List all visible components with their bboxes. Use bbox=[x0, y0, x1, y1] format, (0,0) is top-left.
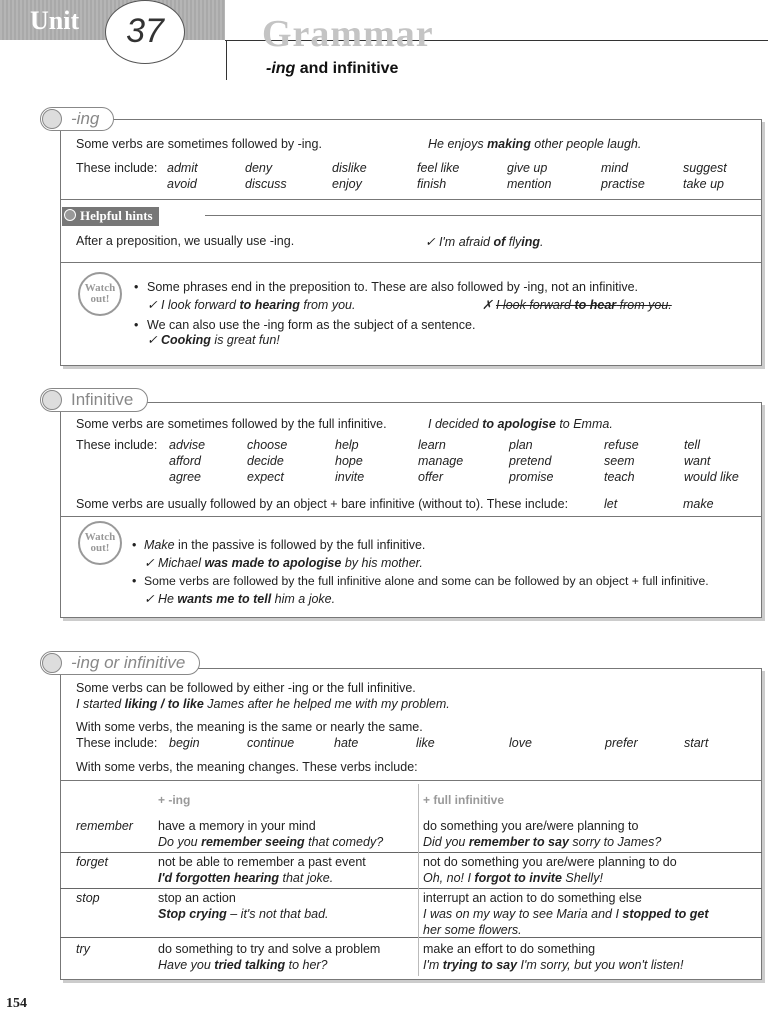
either-changes: With some verbs, the meaning changes. These verbs include: bbox=[76, 760, 418, 774]
divider bbox=[60, 199, 762, 200]
infinitive-definition: do something you are/were planning to bbox=[423, 819, 639, 833]
ing-example-key: remember seeing bbox=[201, 835, 305, 849]
verb-item: advise bbox=[169, 438, 206, 452]
infinitive-example-key: trying to say bbox=[442, 958, 518, 972]
verb-item: plan bbox=[509, 438, 533, 452]
infinitive-example: I decided to apologise to Emma. bbox=[428, 417, 613, 431]
divider bbox=[60, 516, 762, 517]
verb-item: deny bbox=[245, 161, 273, 175]
tab-ing: -ing bbox=[40, 107, 114, 131]
ing-example-key: I'd forgotten hearing bbox=[158, 871, 280, 885]
verb-item: love bbox=[509, 736, 532, 750]
verb-item: want bbox=[684, 454, 711, 468]
ing-bullet-1-wrong: ✗ I look forward to hear from you. bbox=[482, 298, 672, 312]
bare-infinitive-text: Some verbs are usually followed by an object + bare infinitive (without to). These include: bbox=[76, 497, 569, 511]
verb-item: offer bbox=[418, 470, 444, 484]
infinitive-these-include: These include: bbox=[76, 438, 158, 452]
ing-example-pre: Have you bbox=[158, 958, 215, 972]
tab-either-dot bbox=[42, 653, 62, 673]
page-subtitle: -ing and infinitive bbox=[266, 60, 399, 77]
ing-example bbox=[158, 907, 329, 921]
infinitive-example-pre: Did you bbox=[423, 835, 469, 849]
verb-item: start bbox=[684, 736, 709, 750]
infinitive-example-key: forgot to invite bbox=[474, 871, 562, 885]
verb-item: finish bbox=[417, 177, 447, 191]
table-verb: stop bbox=[76, 891, 100, 905]
divider bbox=[60, 262, 762, 263]
verb-item: learn bbox=[418, 438, 446, 452]
either-same: With some verbs, the meaning is the same or nearly the same. bbox=[76, 720, 423, 734]
infinitive-definition: interrupt an action to do something else bbox=[423, 891, 642, 905]
infinitive-bullet-1-example: ✓ Michael was made to apologise by his mother. bbox=[144, 556, 423, 570]
infinitive-definition: make an effort to do something bbox=[423, 942, 596, 956]
col-header-infinitive: + full infinitive bbox=[423, 793, 505, 807]
infinitive-bullet-2: Some verbs are followed by the full infinitive alone and some can be followed by an object + full infinitive. bbox=[144, 574, 709, 588]
verb-item: mind bbox=[601, 161, 629, 175]
verb-item: take up bbox=[683, 177, 725, 191]
col-header-ing: + -ing bbox=[158, 793, 191, 807]
verb-item: discuss bbox=[245, 177, 287, 191]
verb-item: help bbox=[335, 438, 359, 452]
ing-definition: stop an action bbox=[158, 891, 236, 905]
verb-item: would like bbox=[684, 470, 739, 484]
verb-item: begin bbox=[169, 736, 200, 750]
verb-item: manage bbox=[418, 454, 464, 468]
verb-item: hope bbox=[335, 454, 363, 468]
tab-infinitive-dot bbox=[42, 390, 62, 410]
hint-dot-icon bbox=[64, 209, 76, 221]
header-vertical-rule bbox=[226, 40, 227, 80]
ing-bullet-1: Some phrases end in the preposition to. These are also followed by -ing, not an infinitive. bbox=[147, 280, 639, 294]
table-row-divider bbox=[60, 852, 762, 853]
bullet-icon: • bbox=[134, 280, 139, 294]
hint-example: ✓ I'm afraid of flying. bbox=[425, 235, 544, 249]
verb-item: mention bbox=[507, 177, 552, 191]
infinitive-definition: not do something you are/were planning to do bbox=[423, 855, 677, 869]
infinitive-bullet-2-example: ✓ He wants me to tell him a joke. bbox=[144, 592, 336, 606]
ing-example-post: to her? bbox=[285, 958, 328, 972]
either-intro: Some verbs can be followed by either -ing or the full infinitive. bbox=[76, 681, 416, 695]
verb-item: avoid bbox=[167, 177, 197, 191]
verb-item: enjoy bbox=[332, 177, 362, 191]
table-row-divider bbox=[60, 937, 762, 938]
verb-item: refuse bbox=[604, 438, 639, 452]
verb-item: teach bbox=[604, 470, 635, 484]
either-example: I started liking / to like James after he helped me with my problem. bbox=[76, 697, 450, 711]
infinitive-example-post: I'm sorry, but you won't listen! bbox=[517, 958, 684, 972]
ing-bullet-2: We can also use the -ing form as the subject of a sentence. bbox=[147, 318, 476, 332]
watch-out-icon: Watch out! bbox=[78, 272, 122, 316]
verb-item: choose bbox=[247, 438, 288, 452]
ing-definition: have a memory in your mind bbox=[158, 819, 316, 833]
verb-item: continue bbox=[247, 736, 295, 750]
infinitive-example-pre: I'm bbox=[423, 958, 443, 972]
helpful-hints-tag: Helpful hints bbox=[62, 207, 159, 226]
infinitive-example-post: sorry to James? bbox=[568, 835, 662, 849]
verb-item: hate bbox=[334, 736, 359, 750]
either-these-include: These include: bbox=[76, 736, 158, 750]
verb-item: pretend bbox=[509, 454, 552, 468]
infinitive-example-key: remember to say bbox=[468, 835, 569, 849]
ing-these-include: These include: bbox=[76, 161, 158, 175]
infinitive-example-key: stopped to get bbox=[622, 907, 709, 921]
infinitive-example bbox=[423, 958, 683, 972]
verb-item: admit bbox=[167, 161, 198, 175]
table-verb: remember bbox=[76, 819, 133, 833]
ing-example: He enjoys making other people laugh. bbox=[428, 137, 642, 151]
ing-example-post: that comedy? bbox=[304, 835, 384, 849]
verb-item: feel like bbox=[417, 161, 460, 175]
table-verb: forget bbox=[76, 855, 108, 869]
ing-example-key: Stop crying bbox=[158, 907, 227, 921]
table-verb: try bbox=[76, 942, 90, 956]
hint-text: After a preposition, we usually use -ing. bbox=[76, 234, 295, 248]
verb-item: agree bbox=[169, 470, 201, 484]
bullet-icon: • bbox=[132, 538, 137, 552]
ing-definition: not be able to remember a past event bbox=[158, 855, 366, 869]
tab-ing-dot bbox=[42, 109, 62, 129]
ing-intro: Some verbs are sometimes followed by -ing. bbox=[76, 137, 322, 151]
tab-ing-or-infinitive: -ing or infinitive bbox=[40, 651, 200, 675]
infinitive-example-continued: her some flowers. bbox=[423, 923, 522, 937]
ing-example bbox=[158, 835, 383, 849]
ing-example-post: – it's not that bad. bbox=[226, 907, 329, 921]
verb-item: promise bbox=[509, 470, 554, 484]
infinitive-example-pre: I was on my way to see Maria and I bbox=[423, 907, 623, 921]
verb-item: like bbox=[416, 736, 435, 750]
table-row-divider bbox=[60, 888, 762, 889]
watch-out-icon: Watch out! bbox=[78, 521, 122, 565]
verb-item: seem bbox=[604, 454, 635, 468]
ing-definition: do something to try and solve a problem bbox=[158, 942, 381, 956]
ing-example-post: that joke. bbox=[279, 871, 334, 885]
infinitive-example bbox=[423, 907, 709, 921]
unit-number: 37 bbox=[126, 12, 164, 50]
infinitive-example bbox=[423, 871, 603, 885]
unit-label: Unit bbox=[30, 6, 80, 35]
verb-item: practise bbox=[601, 177, 645, 191]
ing-bullet-2-example: ✓ Cooking is great fun! bbox=[147, 333, 280, 347]
divider bbox=[205, 215, 762, 216]
verb-item: suggest bbox=[683, 161, 727, 175]
ing-example-pre: Do you bbox=[158, 835, 202, 849]
table-column-divider bbox=[418, 784, 419, 976]
divider bbox=[60, 780, 762, 781]
bullet-icon: • bbox=[132, 574, 137, 588]
tab-infinitive: Infinitive bbox=[40, 388, 148, 412]
bare-verb-make: make bbox=[683, 497, 714, 511]
infinitive-intro: Some verbs are sometimes followed by the full infinitive. bbox=[76, 417, 387, 431]
ing-example-key: tried talking bbox=[214, 958, 286, 972]
bare-verb-let: let bbox=[604, 497, 618, 511]
verb-item: afford bbox=[169, 454, 201, 468]
verb-item: decide bbox=[247, 454, 284, 468]
page-number: 154 bbox=[6, 996, 27, 1011]
verb-item: tell bbox=[684, 438, 700, 452]
ing-bullet-1-correct: ✓ I look forward to hearing from you. bbox=[147, 298, 356, 312]
verb-item: invite bbox=[335, 470, 365, 484]
verb-item: expect bbox=[247, 470, 284, 484]
infinitive-example bbox=[423, 835, 661, 849]
page-title: Grammar bbox=[262, 13, 434, 55]
verb-item: prefer bbox=[605, 736, 638, 750]
infinitive-example-post: Shelly! bbox=[561, 871, 603, 885]
infinitive-example-pre: Oh, no! I bbox=[423, 871, 475, 885]
verb-item: give up bbox=[507, 161, 548, 175]
bullet-icon: • bbox=[134, 318, 139, 332]
ing-example bbox=[158, 958, 328, 972]
ing-example bbox=[158, 871, 333, 885]
infinitive-bullet-1: Make in the passive is followed by the full infinitive. bbox=[144, 538, 426, 552]
verb-item: dislike bbox=[332, 161, 367, 175]
